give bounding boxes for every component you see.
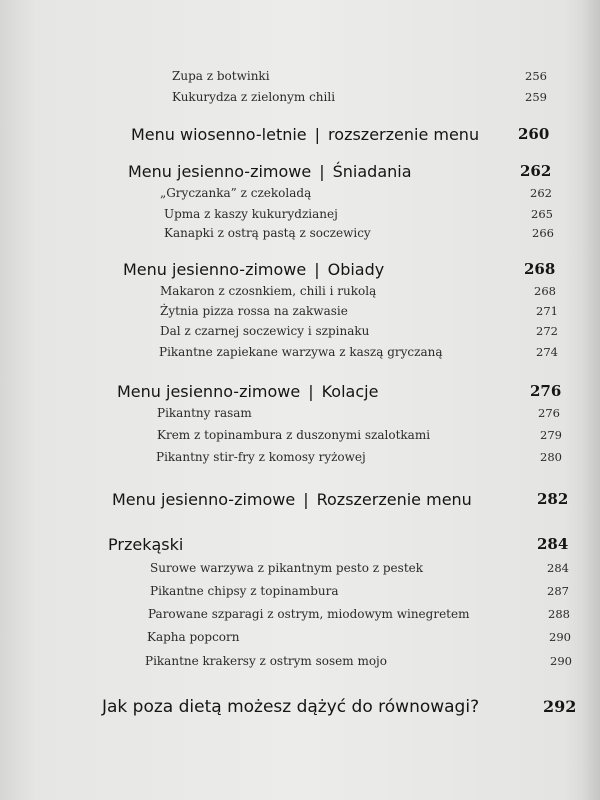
toc-entry <box>164 207 552 223</box>
section-title-sub: Obiady <box>327 260 385 279</box>
page-edge-shadow <box>582 0 600 800</box>
toc-entry <box>160 304 558 320</box>
toc-section-heading <box>117 382 561 404</box>
toc-entry <box>172 69 546 85</box>
toc-entry-page: 256 <box>525 69 547 83</box>
section-page: 260 <box>518 125 550 143</box>
toc-entry-title: Pikantne chipsy z topinambura <box>150 584 339 598</box>
toc-entry-page: 262 <box>530 186 552 200</box>
toc-entry-page: 276 <box>538 406 560 420</box>
section-title-main: Menu jesienno-zimowe <box>123 260 307 279</box>
toc-entry-page: 259 <box>525 90 547 104</box>
toc-entry-page: 266 <box>532 226 554 240</box>
toc-entry-title: Pikantne zapiekane warzywa z kaszą gryczaną <box>159 345 443 359</box>
toc-entry-title: Zupa z botwinki <box>172 69 270 83</box>
section-page: 282 <box>537 490 569 508</box>
toc-entry-title: Upma z kaszy kukurydzianej <box>164 207 338 221</box>
toc-entry-title: Żytnia pizza rossa na zakwasie <box>160 304 348 318</box>
toc-entry-page: 288 <box>548 607 570 621</box>
toc-entry-title: Pikantny stir-fry z komosy ryżowej <box>156 450 366 464</box>
section-separator: | <box>314 125 321 144</box>
toc-entry <box>157 406 561 422</box>
section-title <box>128 162 412 181</box>
toc-entry-page: 274 <box>536 345 558 359</box>
toc-entry <box>160 324 558 340</box>
section-title-main: Menu jesienno-zimowe <box>128 162 312 181</box>
section-title-sub: Rozszerzenie menu <box>316 490 472 509</box>
toc-entry-page: 290 <box>550 654 572 668</box>
toc-entry <box>160 284 556 300</box>
toc-entry <box>159 345 559 361</box>
toc-entry-page: 271 <box>536 304 558 318</box>
section-page: 268 <box>524 260 556 278</box>
toc-entry <box>157 428 563 444</box>
section-title <box>131 125 479 144</box>
section-title <box>123 260 384 279</box>
section-title <box>112 490 472 509</box>
toc-entry <box>148 607 572 623</box>
toc-entry-page: 265 <box>531 207 553 221</box>
toc-entry <box>172 90 546 106</box>
section-separator: | <box>308 382 314 401</box>
section-page: 284 <box>537 535 569 553</box>
toc-section-heading <box>128 162 552 184</box>
toc-entry-page: 284 <box>547 561 569 575</box>
toc-entry <box>160 186 552 202</box>
section-title-main: Menu jesienno-zimowe <box>112 490 296 509</box>
toc-entry <box>164 226 554 242</box>
toc-entry <box>147 630 573 646</box>
section-title-main: Menu jesienno-zimowe <box>117 382 301 401</box>
section-title: Jak poza dietą możesz dążyć do równowagi? <box>102 697 480 717</box>
toc-entry <box>156 450 564 466</box>
toc-section-heading <box>131 125 551 147</box>
toc-entry-page: 287 <box>547 584 569 598</box>
toc-entry <box>150 561 570 577</box>
toc-entry-title: Parowane szparagi z ostrym, miodowym winegretem <box>148 607 470 621</box>
toc-entry <box>150 584 570 600</box>
section-page: 262 <box>520 162 552 180</box>
section-title: Przekąski <box>108 535 184 554</box>
toc-entry-title: Surowe warzywa z pikantnym pesto z pestek <box>150 561 424 575</box>
toc-entry-title: Pikantny rasam <box>157 406 252 420</box>
toc-entry-title: Pikantne krakersy z ostrym sosem mojo <box>145 654 387 668</box>
section-title-sub: Kolacje <box>321 382 379 401</box>
section-page: 292 <box>543 697 577 716</box>
section-page: 276 <box>530 382 562 400</box>
toc-entry-title: Kukurydza z zielonym chili <box>172 90 336 104</box>
toc-entry <box>145 654 575 670</box>
toc-entry-title: Kanapki z ostrą pastą z soczewicy <box>164 226 371 240</box>
toc-entry-page: 268 <box>534 284 556 298</box>
toc-entry-title: Kapha popcorn <box>147 630 240 644</box>
toc-entry-title: „Gryczanka” z czekoladą <box>160 186 312 200</box>
toc-entry-page: 290 <box>549 630 571 644</box>
toc-entry-page: 280 <box>540 450 562 464</box>
section-separator: | <box>314 260 320 279</box>
toc-entry-page: 279 <box>540 428 562 442</box>
section-title-sub: rozszerzenie menu <box>328 125 480 144</box>
section-title <box>117 382 378 401</box>
toc-section-heading <box>123 260 555 282</box>
section-separator: | <box>319 162 325 181</box>
toc-section-heading <box>112 490 568 512</box>
section-title-sub: Śniadania <box>332 162 412 181</box>
toc-section-heading <box>108 535 570 557</box>
toc-entry-page: 272 <box>536 324 558 338</box>
section-title-main: Menu wiosenno-letnie <box>131 125 307 144</box>
toc-entry-title: Makaron z czosnkiem, chili i rukolą <box>160 284 377 298</box>
toc-entry-title: Krem z topinambura z duszonymi szalotkami <box>157 428 431 442</box>
toc-entry-title: Dal z czarnej soczewicy i szpinaku <box>160 324 370 338</box>
section-separator: | <box>303 490 309 509</box>
toc-section-heading <box>102 697 580 721</box>
